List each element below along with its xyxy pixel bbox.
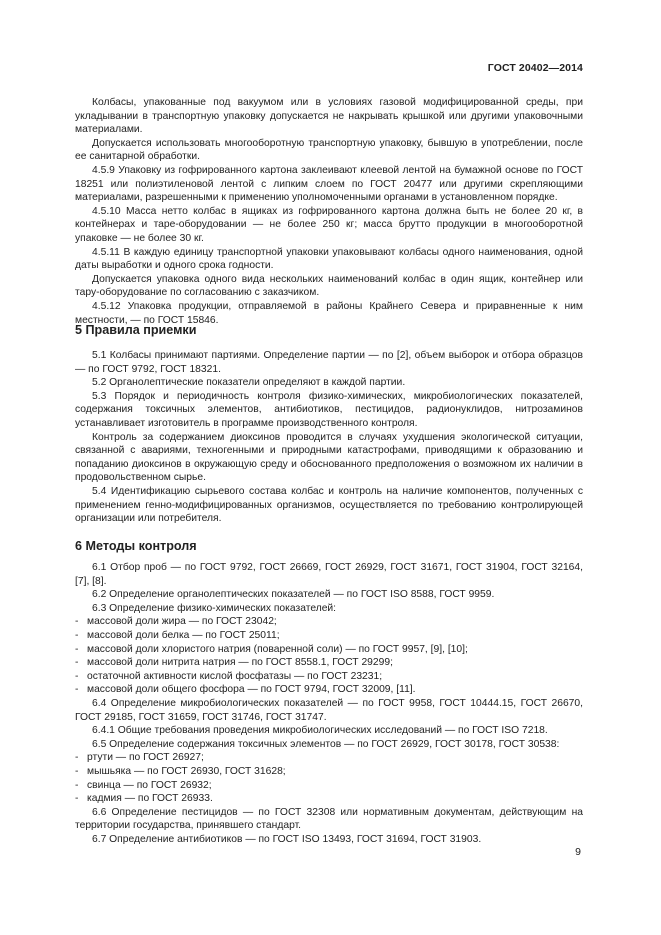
list-item <box>75 751 583 765</box>
list-item <box>75 656 583 670</box>
paragraph: 5.2 Органолептические показатели определяют в каждой партии. <box>92 377 406 389</box>
list-item <box>75 779 583 793</box>
paragraph: 5.1 Колбасы принимают партиями. Определение партии — по [2], объем выборок и отбора образцов — по ГОСТ 9792, ГОСТ 18321. <box>75 350 583 375</box>
list-item <box>75 629 583 643</box>
list-item-text: массовой доли хлористого натрия (поваренной соли) — по ГОСТ 9957, [9], [10]; <box>87 643 468 655</box>
list-item-text: ртути — по ГОСТ 26927; <box>87 752 204 764</box>
paragraph: 6.4.1 Общие требования проведения микробиологических исследований — по ГОСТ ISO 7218. <box>92 725 548 737</box>
list-item-text: свинца — по ГОСТ 26932; <box>87 779 212 791</box>
list-dash: - <box>75 793 79 805</box>
paragraph: Колбасы, упакованные под вакуумом или в условиях газовой модифицированной среды, при укладывании в транспортную упаковку допускается не накрывать крышкой или другими упаковочными материалами. <box>75 97 583 136</box>
paragraph: 6.7 Определение антибиотиков — по ГОСТ ISO 13493, ГОСТ 31694, ГОСТ 31903. <box>92 833 482 845</box>
paragraph: 6.1 Отбор проб — по ГОСТ 9792, ГОСТ 26669, ГОСТ 26929, ГОСТ 31671, ГОСТ 31904, ГОСТ 32164, [7], [8]. <box>75 562 583 587</box>
section-title: 5 Правила приемки <box>75 323 197 337</box>
list-dash: - <box>75 670 79 682</box>
list-dash: - <box>75 765 79 777</box>
list-dash: - <box>75 752 79 764</box>
list-item <box>75 683 583 697</box>
list-item-text: массовой доли жира — по ГОСТ 23042; <box>87 616 277 628</box>
paragraph: 6.5 Определение содержания токсичных элементов — по ГОСТ 26929, ГОСТ 30178, ГОСТ 30538: <box>92 738 560 750</box>
list-item-text: массовой доли нитрита натрия — по ГОСТ 8558.1, ГОСТ 29299; <box>87 657 393 669</box>
paragraph: 5.4 Идентификацию сырьевого состава колбас и контроль на наличие компонентов, полученных с применением генно-модифицированных организмов, осуществляется по требованию контролирующей организации или потребителя. <box>75 485 583 525</box>
paragraph: 6.2 Определение органолептических показателей — по ГОСТ ISO 8588, ГОСТ 9959. <box>92 589 495 601</box>
section-5 <box>75 323 583 526</box>
paragraph: Допускается упаковка одного вида нескольких наименований колбас в один ящик, контейнер или тару-оборудование по согласованию с заказчиком. <box>75 273 583 299</box>
list-dash: - <box>75 643 79 655</box>
list-item <box>75 643 583 657</box>
paragraph: 4.5.9 Упаковку из гофрированного картона заклеивают клеевой лентой на бумажной основе по ГОСТ 18251 или полиэтиленовой лентой с липким слоем по ГОСТ 20477 или другими скрепляющими материалами, разрешенными к применению уполномоченными органами в установленном порядке. <box>75 164 583 204</box>
paragraph: 6.4 Определение микробиологических показателей — по ГОСТ 9958, ГОСТ 10444.15, ГОСТ 26670, ГОСТ 29185, ГОСТ 31659, ГОСТ 31746, ГОСТ 31747. <box>75 697 583 723</box>
section-6 <box>75 539 583 846</box>
list-item-text: кадмия — по ГОСТ 26933. <box>87 793 213 805</box>
paragraph: 4.5.10 Масса нетто колбас в ящиках из гофрированного картона должна быть не более 20 кг, в контейнерах и таре-оборудовании — не более 250 кг; масса брутто продукции в многооборотной упаковке — не более 30 кг. <box>75 205 583 244</box>
list-dash: - <box>75 657 79 669</box>
list-item-text: остаточной активности кислой фосфатазы — по ГОСТ 23231; <box>87 670 383 682</box>
section-title: 6 Методы контроля <box>75 539 197 553</box>
list-item <box>75 765 583 779</box>
list-dash: - <box>75 629 79 641</box>
list-item <box>75 670 583 684</box>
list-dash: - <box>75 779 79 791</box>
paragraph: 4.5.12 Упаковка продукции, отправляемой в районы Крайнего Севера и приравненные к ним местности, — по ГОСТ 15846. <box>75 300 583 326</box>
list-item-text: массовой доли белка — по ГОСТ 25011; <box>87 629 280 641</box>
paragraph: Допускается использовать многооборотную транспортную упаковку, бывшую в употреблении, после ее санитарной обработки. <box>75 137 583 163</box>
document-header: ГОСТ 20402—2014 <box>487 62 583 74</box>
list-item-text: массовой доли общего фосфора — по ГОСТ 9794, ГОСТ 32009, [11]. <box>87 684 416 696</box>
list-dash: - <box>75 616 79 628</box>
list-dash: - <box>75 684 79 696</box>
list-item <box>75 615 583 629</box>
paragraph: Контроль за содержанием диоксинов проводится в случаях ухудшения экологической ситуации, связанной с авариями, техногенными и природными катастрофами, приводящими к образованию и попаданию диоксинов в окружающую среду и обоснованного предположения о возможном их наличии в продовольственном сырье. <box>75 431 583 484</box>
list-item-text: мышьяка — по ГОСТ 26930, ГОСТ 31628; <box>87 765 286 777</box>
paragraph: 5.3 Порядок и периодичность контроля физико-химических, микробиологических показателей, содержания токсичных элементов, антибиотиков, пестицидов, радионуклидов, нитрозаминов устанавливает изготовитель в программе производственного контроля. <box>75 390 583 429</box>
paragraph: 6.6 Определение пестицидов — по ГОСТ 32308 или нормативным документам, действующим на территории государства, принявшего стандарт. <box>75 806 583 832</box>
paragraph: 6.3 Определение физико-химических показателей: <box>92 602 337 614</box>
packaging-section <box>75 96 583 327</box>
paragraph: 4.5.11 В каждую единицу транспортной упаковки упаковывают колбасы одного наименования, одной даты выработки и одного срока годности. <box>75 246 583 272</box>
list-item <box>75 792 583 806</box>
page-number: 9 <box>575 846 581 858</box>
